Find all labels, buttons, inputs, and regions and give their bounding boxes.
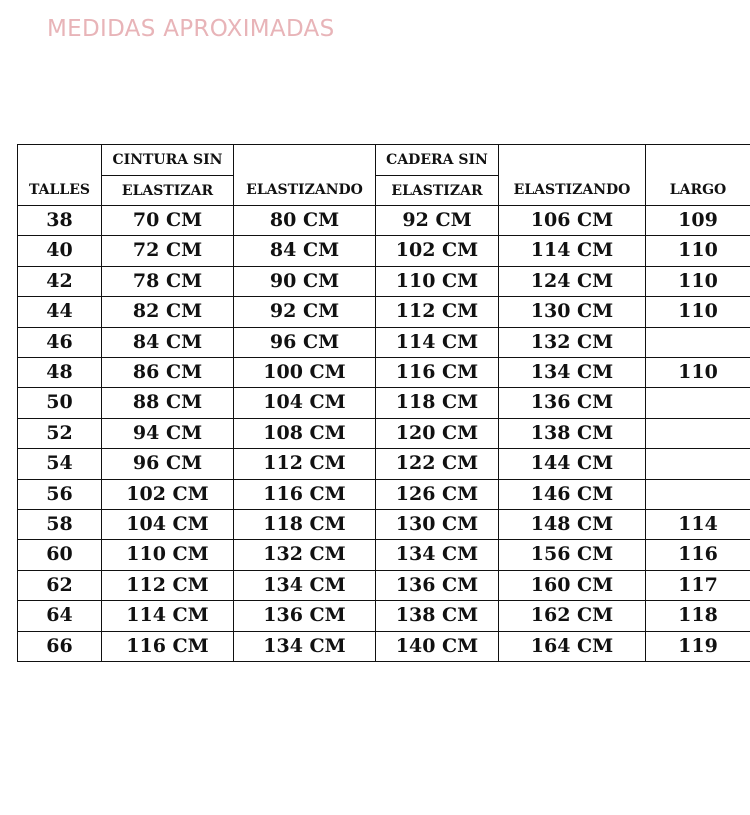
- cintura-sin-elastizar-cell: 112 CM: [102, 570, 234, 600]
- talle-cell: 60: [18, 540, 102, 570]
- largo-cell: 109: [646, 206, 750, 236]
- cintura-elastizando-cell: 108 CM: [234, 418, 376, 448]
- cadera-sin-elastizar-cell: 118 CM: [376, 388, 499, 418]
- cadera-sin-elastizar-cell: 122 CM: [376, 449, 499, 479]
- cadera-sin-elastizar-cell: 120 CM: [376, 418, 499, 448]
- header-talles-label: TALLES: [29, 182, 90, 198]
- cintura-sin-elastizar-cell: 84 CM: [102, 327, 234, 357]
- cintura-elastizando-cell: 134 CM: [234, 570, 376, 600]
- cadera-sin-elastizar-cell: 138 CM: [376, 601, 499, 631]
- cadera-sin-elastizar-cell: 140 CM: [376, 631, 499, 661]
- cintura-sin-elastizar-cell: 102 CM: [102, 479, 234, 509]
- table-row: [18, 479, 750, 509]
- size-table-header: [18, 145, 750, 206]
- cintura-elastizando-cell: 118 CM: [234, 510, 376, 540]
- talle-cell: 48: [18, 358, 102, 388]
- talle-cell: 58: [18, 510, 102, 540]
- cadera-elastizando-cell: 144 CM: [499, 449, 646, 479]
- largo-cell: 110: [646, 236, 750, 266]
- cintura-elastizando-cell: 134 CM: [234, 631, 376, 661]
- cadera-sin-elastizar-cell: 102 CM: [376, 236, 499, 266]
- cintura-elastizando-cell: 112 CM: [234, 449, 376, 479]
- largo-cell: 117: [646, 570, 750, 600]
- cintura-elastizando-cell: 132 CM: [234, 540, 376, 570]
- largo-cell: 114: [646, 510, 750, 540]
- header-cintura-sin-elastizar: [102, 145, 234, 206]
- talle-cell: 64: [18, 601, 102, 631]
- largo-cell: [646, 327, 750, 357]
- cadera-elastizando-cell: 148 CM: [499, 510, 646, 540]
- cadera-elastizando-cell: 146 CM: [499, 479, 646, 509]
- header-cadera-elastizando-label: ELASTIZANDO: [513, 182, 631, 198]
- table-row: [18, 206, 750, 236]
- header-largo: [646, 145, 750, 206]
- cintura-elastizando-cell: 136 CM: [234, 601, 376, 631]
- table-row: [18, 631, 750, 661]
- largo-cell: 119: [646, 631, 750, 661]
- largo-cell: 118: [646, 601, 750, 631]
- cadera-elastizando-cell: 162 CM: [499, 601, 646, 631]
- table-row: [18, 510, 750, 540]
- cadera-sin-elastizar-cell: 92 CM: [376, 206, 499, 236]
- talle-cell: 54: [18, 449, 102, 479]
- cadera-elastizando-cell: 124 CM: [499, 266, 646, 296]
- cintura-elastizando-cell: 92 CM: [234, 297, 376, 327]
- talle-cell: 62: [18, 570, 102, 600]
- talle-cell: 56: [18, 479, 102, 509]
- cintura-sin-elastizar-cell: 104 CM: [102, 510, 234, 540]
- cintura-sin-elastizar-cell: 86 CM: [102, 358, 234, 388]
- size-table-body: [18, 206, 750, 662]
- largo-cell: [646, 479, 750, 509]
- table-row: [18, 601, 750, 631]
- header-largo-label: LARGO: [669, 182, 727, 198]
- cadera-sin-elastizar-cell: 126 CM: [376, 479, 499, 509]
- talle-cell: 66: [18, 631, 102, 661]
- talle-cell: 44: [18, 297, 102, 327]
- cintura-sin-elastizar-cell: 70 CM: [102, 206, 234, 236]
- cintura-sin-elastizar-cell: 114 CM: [102, 601, 234, 631]
- largo-cell: 116: [646, 540, 750, 570]
- cadera-sin-elastizar-cell: 110 CM: [376, 266, 499, 296]
- cintura-elastizando-cell: 80 CM: [234, 206, 376, 236]
- cadera-sin-elastizar-cell: 116 CM: [376, 358, 499, 388]
- talle-cell: 50: [18, 388, 102, 418]
- cadera-elastizando-cell: 134 CM: [499, 358, 646, 388]
- cadera-sin-elastizar-cell: 134 CM: [376, 540, 499, 570]
- largo-cell: [646, 418, 750, 448]
- largo-cell: [646, 449, 750, 479]
- table-row: [18, 570, 750, 600]
- header-cintura-elastizando: [234, 145, 376, 206]
- header-cintura-top: CINTURA SIN: [102, 145, 233, 176]
- table-row: [18, 327, 750, 357]
- largo-cell: [646, 388, 750, 418]
- cintura-sin-elastizar-cell: 88 CM: [102, 388, 234, 418]
- header-cadera-sin-elastizar: [376, 145, 499, 206]
- cadera-elastizando-cell: 132 CM: [499, 327, 646, 357]
- table-row: [18, 358, 750, 388]
- cintura-elastizando-cell: 90 CM: [234, 266, 376, 296]
- cadera-elastizando-cell: 114 CM: [499, 236, 646, 266]
- talle-cell: 42: [18, 266, 102, 296]
- talle-cell: 46: [18, 327, 102, 357]
- table-row: [18, 388, 750, 418]
- cadera-sin-elastizar-cell: 114 CM: [376, 327, 499, 357]
- cintura-sin-elastizar-cell: 110 CM: [102, 540, 234, 570]
- page-title: MEDIDAS APROXIMADAS: [47, 16, 335, 42]
- table-row: [18, 418, 750, 448]
- header-cadera-elastizando: [499, 145, 646, 206]
- cintura-elastizando-cell: 116 CM: [234, 479, 376, 509]
- cadera-sin-elastizar-cell: 136 CM: [376, 570, 499, 600]
- largo-cell: 110: [646, 266, 750, 296]
- table-row: [18, 540, 750, 570]
- table-row: [18, 236, 750, 266]
- cadera-sin-elastizar-cell: 130 CM: [376, 510, 499, 540]
- cintura-elastizando-cell: 104 CM: [234, 388, 376, 418]
- talle-cell: 40: [18, 236, 102, 266]
- header-cadera-top: CADERA SIN: [376, 145, 498, 176]
- header-cintura-bottom: ELASTIZAR: [121, 183, 214, 199]
- largo-cell: 110: [646, 297, 750, 327]
- talle-cell: 52: [18, 418, 102, 448]
- header-cintura-elastizando-label: ELASTIZANDO: [246, 182, 363, 198]
- cintura-elastizando-cell: 84 CM: [234, 236, 376, 266]
- cadera-elastizando-cell: 130 CM: [499, 297, 646, 327]
- cintura-sin-elastizar-cell: 96 CM: [102, 449, 234, 479]
- cintura-sin-elastizar-cell: 78 CM: [102, 266, 234, 296]
- cadera-elastizando-cell: 160 CM: [499, 570, 646, 600]
- talle-cell: 38: [18, 206, 102, 236]
- cintura-sin-elastizar-cell: 116 CM: [102, 631, 234, 661]
- cadera-elastizando-cell: 106 CM: [499, 206, 646, 236]
- cintura-sin-elastizar-cell: 72 CM: [102, 236, 234, 266]
- size-table: [17, 144, 750, 662]
- header-talles: [18, 145, 102, 206]
- cintura-sin-elastizar-cell: 94 CM: [102, 418, 234, 448]
- table-row: [18, 297, 750, 327]
- cintura-elastizando-cell: 100 CM: [234, 358, 376, 388]
- header-cadera-bottom: ELASTIZAR: [391, 183, 483, 199]
- cintura-sin-elastizar-cell: 82 CM: [102, 297, 234, 327]
- cadera-elastizando-cell: 164 CM: [499, 631, 646, 661]
- cintura-elastizando-cell: 96 CM: [234, 327, 376, 357]
- largo-cell: 110: [646, 358, 750, 388]
- cadera-sin-elastizar-cell: 112 CM: [376, 297, 499, 327]
- header-row: [18, 145, 750, 206]
- cadera-elastizando-cell: 138 CM: [499, 418, 646, 448]
- table-row: [18, 266, 750, 296]
- cadera-elastizando-cell: 156 CM: [499, 540, 646, 570]
- cadera-elastizando-cell: 136 CM: [499, 388, 646, 418]
- table-row: [18, 449, 750, 479]
